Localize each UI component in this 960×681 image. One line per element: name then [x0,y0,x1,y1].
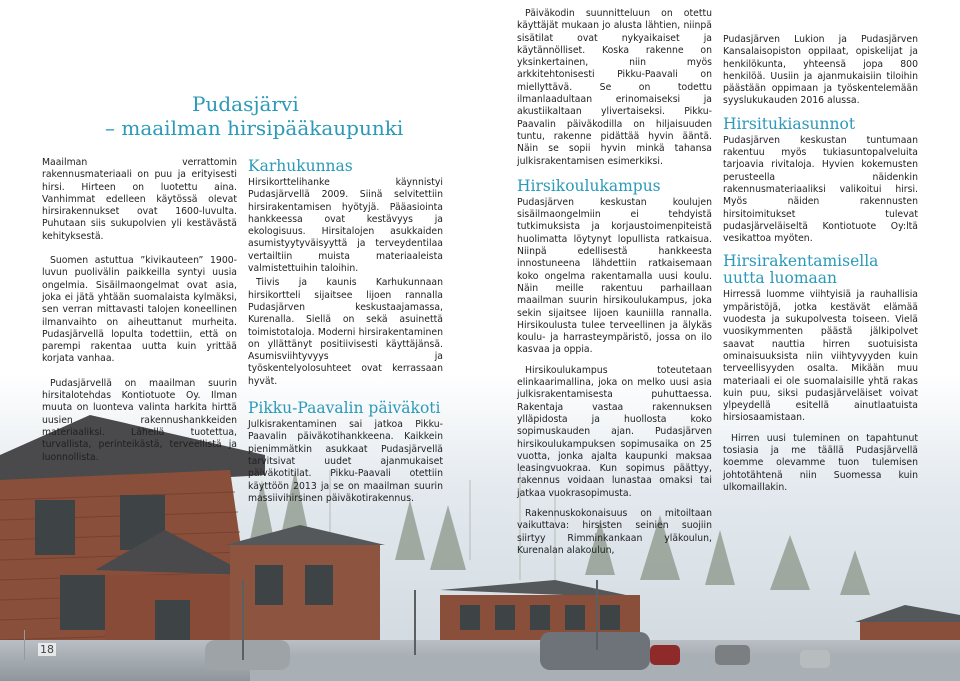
section-paragraph: Hirsikoulukampus toteutetaan elinkaarimallina, joka on melko uusi asia julkisrakentamisesta puhuttaessa. Rakentaja vastaa rakennuksen ylläpidosta ja huollosta koko sopimuskauden ajan. Pudasjärven hirsikoulukampuksen sopimusaika on 25 vuotta, jonka ajalta kaupunki maksaa leasingvuokraa. Kun sopimus päättyy, rakennus voidaan lunastaa omaksi tai jatkaa vuokrasopimusta. [517,364,712,499]
section-paragraph: Tiivis ja kaunis Karhukunnaan hirsikortteli sijaitsee lijoen rannalla Pudasjärven keskustaajamassa, Kurenalla. Siellä on sekä asuinettä toimistotaloja. Moderni hirsirakentaminen on yllättänyt positiivisesti käyttäjänsä. Asumisviihtyvyys ja työskentelyolosuhteet ovat kerrassaan hyvät. [248,277,443,387]
page-subtitle: – maailman hirsipääkaupunki [105,116,404,140]
section-heading-hirsirakentamisella: Hirsirakentamisella [723,252,879,271]
intro-paragraph: Maailman verrattomin rakennusmateriaali on puu ja erityisesti hirsi. Hirteen on luotettu aina. Vanhimmat edelleen käytössä olevat hirsirakennukset ovat 1600-luvulta. Puhutaan siis sukupolvien yli kestävästä kehityksestä. [42,157,237,242]
intro-paragraph: Suomen astuttua ”kivikauteen” 1900-luvun puolivälin paikkeilla syntyi uusia ongelmia. Sisäilmaongelmat ovat asia, joka ei jätä yhtään suomalaista kylmäksi, sen verran mittavasti talojen koneellinen ilmanvaihto on aiheuttanut murheita. Pudasjärvellä lopulta todettiin, että on parempi rakentaa uutta kuin yrittää korjata vanhaa. [42,255,237,365]
section-heading-hirsitukiasunnot: Hirsitukiasunnot [723,114,856,133]
section-paragraph: Pudasjärven Lukion ja Pudasjärven Kansalaisopiston oppilaat, opiskelijat ja henkilökunta, yhteensä jopa 800 henkilöä. Uusiin ja ajanmukaisiin tiloihin päästään oppimaan ja työskentelemään syyslukukauden 2016 alussa. [723,34,918,107]
page-title: Pudasjärvi [192,92,299,116]
section-heading-karhukunnas: Karhukunnas [248,157,353,175]
intro-paragraph: Pudasjärvellä on maailman suurin hirsitalotehdas Kontiotuote Oy. Ilman muuta on luonteva valinta harkita hirttä uusien rakennushankkeiden materiaaliksi. Lähellä tuotettua, turvallista, perinteikästä, terveellistä ja luonnollista. [42,377,237,463]
section-paragraph: Hirressä luomme viihtyisiä ja rauhallisia ympäristöjä, jotka kestävät elämää vuodesta ja sukupolvesta toiseen. Vielä vuosikymmenten päästä jälkipolvet saavat nauttia hirren suotuisista ominaisuuksista niin viihtyvyyden kuin terveellisyyden osalta. Mikään muu materiaali ei ole suomalaisille yhtä rakas kuin puu, siksi pudasjärveläiset voivat ylpeydellä esitellä ainutlaatuista hirsiosaamistaan. [723,289,918,424]
section-heading-pikku-paavali: Pikku-Paavalin päiväkoti [248,399,441,418]
section-paragraph: Julkisrakentaminen sai jatkoa Pikku-Paavalin päiväkotihankkeena. Kaikkein pienimmätkin asukkaat Pudasjärvellä tarvitsivat uudet ajanmukaiset päiväkotitilat. Pikku-Paavali otettiin käyttöön 2013 ja se on maailman suurin massiivihirsinen päiväkotirakennus. [248,419,443,504]
section-paragraph: Pudasjärven keskustan koulujen sisäilmaongelmiin ei tehdyistä tutkimuksista ja korjaustoimenpiteistä huolimatta löytynyt lopullista ratkaisua. Niinpä edellisestä hankkeesta innostuneena lähdettiin ratkaisemaan koko ongelma rakentamalla uusi koulu. Näin meille rakentuu parhaillaan maailman suurin hirsikoulukampus, joka sekin sijaitsee lijoen kauniilla rannalla. Hirsikoulusta tulee terveellinen ja älykäs koulu- ja harrasteympäristö, jossa on ilo kasvaa ja oppia. [517,196,712,356]
section-paragraph: Pudasjärven keskustan tuntumaan rakentuu myös tukiasuntopalveluita tarjoavia rivitaloja. Hyvien kokemusten perusteella näidenkin rakennusmateriaaliksi valikoitui hirsi. Myös näiden rakennusten hirsitoimitukset tulevat pudasjärveläiseltä Kontiotuote Oy:ltä vesikattoa myöten. [723,134,918,245]
section-heading-uutta-luomaan: uutta luomaan [723,269,838,288]
hirsikoulukampus-column [517,8,712,557]
section-paragraph: Hirren uusi tuleminen on tapahtunut tosiasia ja me täällä Pudasjärvellä koemme olevamme tuon tulemisen johtotähtenä niin Suomessa kuin ulkomaillakin. [723,432,918,493]
page-number: 18 [40,643,54,656]
section-heading-hirsikoulukampus: Hirsikoulukampus [517,176,661,195]
section-paragraph: Päiväkodin suunnitteluun on otettu käyttäjät mukaan jo alusta lähtien, niinpä sisätilat ovat nykyaikaiset ja käytännölliset. Koska rakenne on yksinkertainen, niin myös arkkitehtonisesti Pikku-Paavali on miellyttävä. Se on todettu ilmanlaadultaan erinomaiseksi ja akustiikaltaan ylivertaiseksi. Pikku-Paavalin päiväkodilla on hiljaisuuden tuntu, rakenne pidättää hyvin ääntä. Näin se sopii hyvin minkä tahansa julkisrakentamisen esimerkiksi. [517,8,712,167]
section-paragraph: Hirsikorttelihanke käynnistyi Pudasjärvellä 2009. Siinä selvitettiin hirsirakentamisen hyötyjä. Pääasiointa hankkeessa ovat kestävyys ja ekologisuus. Hirsitalojen asukkaiden asumistyytyväisyyttä ja terveydentilaa vertailtiin muista materiaaleista valmistettuihin taloihin. [248,177,443,275]
intro-column [42,157,237,464]
hirsitukiasunnot-column [723,34,918,494]
section-paragraph: Rakennuskokonaisuus on mitoiltaan vaikuttava: hirsisten seinien suojiin siirtyy Rimminkankaan yläkoulun, Kurenalan alakoulun, [517,507,712,556]
karhukunnas-column [248,158,443,505]
